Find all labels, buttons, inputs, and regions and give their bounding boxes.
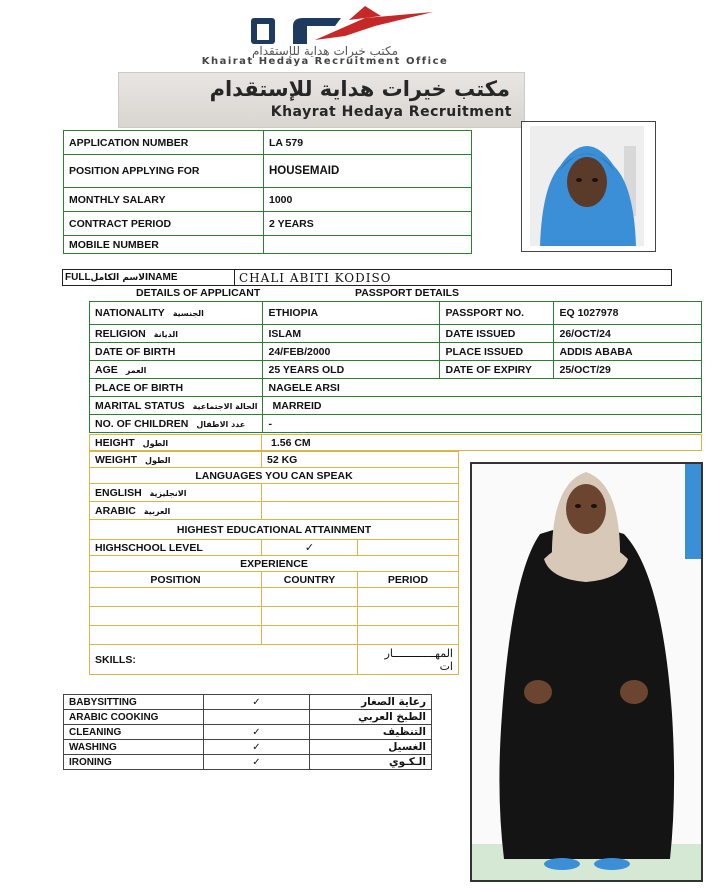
languages-title: LANGUAGES YOU CAN SPEAK [90,468,459,484]
weight-value: 52 KG [262,452,459,468]
religion-value: ISLAM [263,325,440,343]
experience-col-position: POSITION [90,572,262,588]
expiry-label: DATE OF EXPIRY [440,361,554,379]
contract-label: CONTRACT PERIOD [64,212,264,236]
table-row: ENGLISH الانجليزية [90,484,459,502]
table-row [64,695,432,710]
full-name-row [62,269,672,286]
pob-label: PLACE OF BIRTH [90,379,263,397]
lower-details-table [89,451,459,675]
table-row [90,468,459,484]
table-row: RELIGION الديانة ISLAM DATE ISSUED 26/OCT/24 [90,325,702,343]
skill-check-icon [204,710,310,725]
nationality-value: ETHIOPIA [263,302,440,325]
experience-col-period: PERIOD [358,572,459,588]
company-logo-icon [245,6,435,48]
skill-check-icon: ✓ [204,755,310,770]
skill-check-icon: ✓ [204,725,310,740]
table-row [90,343,702,361]
skill-arabic-cooking-ar: الطبخ العربي [310,710,432,725]
mobile-label: MOBILE NUMBER [64,236,264,254]
table-row [90,572,459,588]
full-body-portrait-icon [472,464,701,880]
table-row: ARABIC العربية [90,502,459,520]
table-row [90,588,459,607]
skill-cleaning-ar: التنظيف [310,725,432,740]
salary-value: 1000 [264,188,472,212]
skills-label: SKILLS: [90,645,358,675]
application-number-value: LA 579 [264,131,472,155]
table-row [90,540,459,556]
full-body-photo [470,462,703,882]
table-row [64,725,432,740]
table-row [90,645,459,675]
table-row [64,188,472,212]
skill-arabic-cooking: ARABIC COOKING [64,710,204,725]
salary-label: MONTHLY SALARY [64,188,264,212]
children-value: - [263,415,702,433]
table-row [64,710,432,725]
table-row [64,212,472,236]
skill-check-icon: ✓ [204,695,310,710]
details-heading: DETAILS OF APPLICANT [136,287,261,299]
education-level: HIGHSCHOOL LEVEL [90,540,262,556]
experience-col-country: COUNTRY [262,572,358,588]
experience-title: EXPERIENCE [90,556,459,572]
mobile-value [264,236,472,254]
height-value: 1.56 CM [262,435,702,451]
application-number-label: APPLICATION NUMBER [64,131,264,155]
position-value: HOUSEMAID [264,155,472,188]
full-name-value: CHALI ABITI KODISO [239,271,392,285]
table-row [90,626,459,645]
place-issued-label: PLACE ISSUED [440,343,554,361]
full-name-label: FULLالاسم الكاملNAME [65,272,178,283]
banner-english-title: Khayrat Hedaya Recruitment [270,104,512,120]
height-row-table [89,434,702,451]
skill-babysitting: BABYSITTING [64,695,204,710]
date-issued-label: DATE ISSUED [440,325,554,343]
table-row [64,236,472,254]
logo-arabic-text: مكتب خيرات هداية للإستقدام [251,44,399,58]
table-row: MARITAL STATUS الحالة الاجتماعية MARREID [90,397,702,415]
details-table [89,301,702,433]
table-row [90,607,459,626]
skill-ironing: IRONING [64,755,204,770]
application-table [63,130,472,254]
table-row: HEIGHT الطول 1.56 CM [90,435,702,451]
passport-no-label: PASSPORT NO. [440,302,554,325]
table-row [64,740,432,755]
table-row: NO. OF CHILDREN عدد الاطفال - [90,415,702,433]
passport-heading: PASSPORT DETAILS [355,287,460,299]
contract-value: 2 YEARS [264,212,472,236]
table-row [64,755,432,770]
age-value: 25 YEARS OLD [263,361,440,379]
passport-no-value: EQ 1027978 [554,302,702,325]
education-title: HIGHEST EDUCATIONAL ATTAINMENT [90,520,459,540]
skill-check-icon: ✓ [204,740,310,755]
skill-cleaning: CLEANING [64,725,204,740]
headshot-portrait-icon [530,126,644,246]
expiry-value: 25/OCT/29 [554,361,702,379]
table-row: NATIONALITY الجنسية ETHIOPIA PASSPORT NO. EQ 1027978 [90,302,702,325]
recruitment-banner [118,72,525,128]
skill-washing: WASHING [64,740,204,755]
position-label: POSITION APPLYING FOR [64,155,264,188]
place-issued-value: ADDIS ABABA [554,343,702,361]
date-issued-value: 26/OCT/24 [554,325,702,343]
skill-ironing-ar: الـكـوي [310,755,432,770]
education-check-icon: ✓ [262,540,358,556]
skills-arabic-label: المهـــــــــــــار ات [358,645,459,675]
table-row: AGE العمر 25 YEARS OLD DATE OF EXPIRY 25/OCT/29 [90,361,702,379]
logo-english-text: Khairat Hedaya Recruitment Office [201,56,449,67]
skill-washing-ar: الغسيل [310,740,432,755]
headshot-photo [521,121,656,252]
table-row [90,379,702,397]
table-row: WEIGHT الطول 52 KG [90,452,459,468]
banner-arabic-title: مكتب خيرات هداية للإستقدام [209,77,510,101]
dob-label: DATE OF BIRTH [90,343,263,361]
dob-value: 24/FEB/2000 [263,343,440,361]
pob-value: NAGELE ARSI [263,379,702,397]
table-row [90,556,459,572]
table-row [64,155,472,188]
table-row [64,131,472,155]
skill-babysitting-ar: رعاية الصغار [310,695,432,710]
skills-table [63,694,432,770]
table-row [90,520,459,540]
marital-value: MARREID [263,397,702,415]
